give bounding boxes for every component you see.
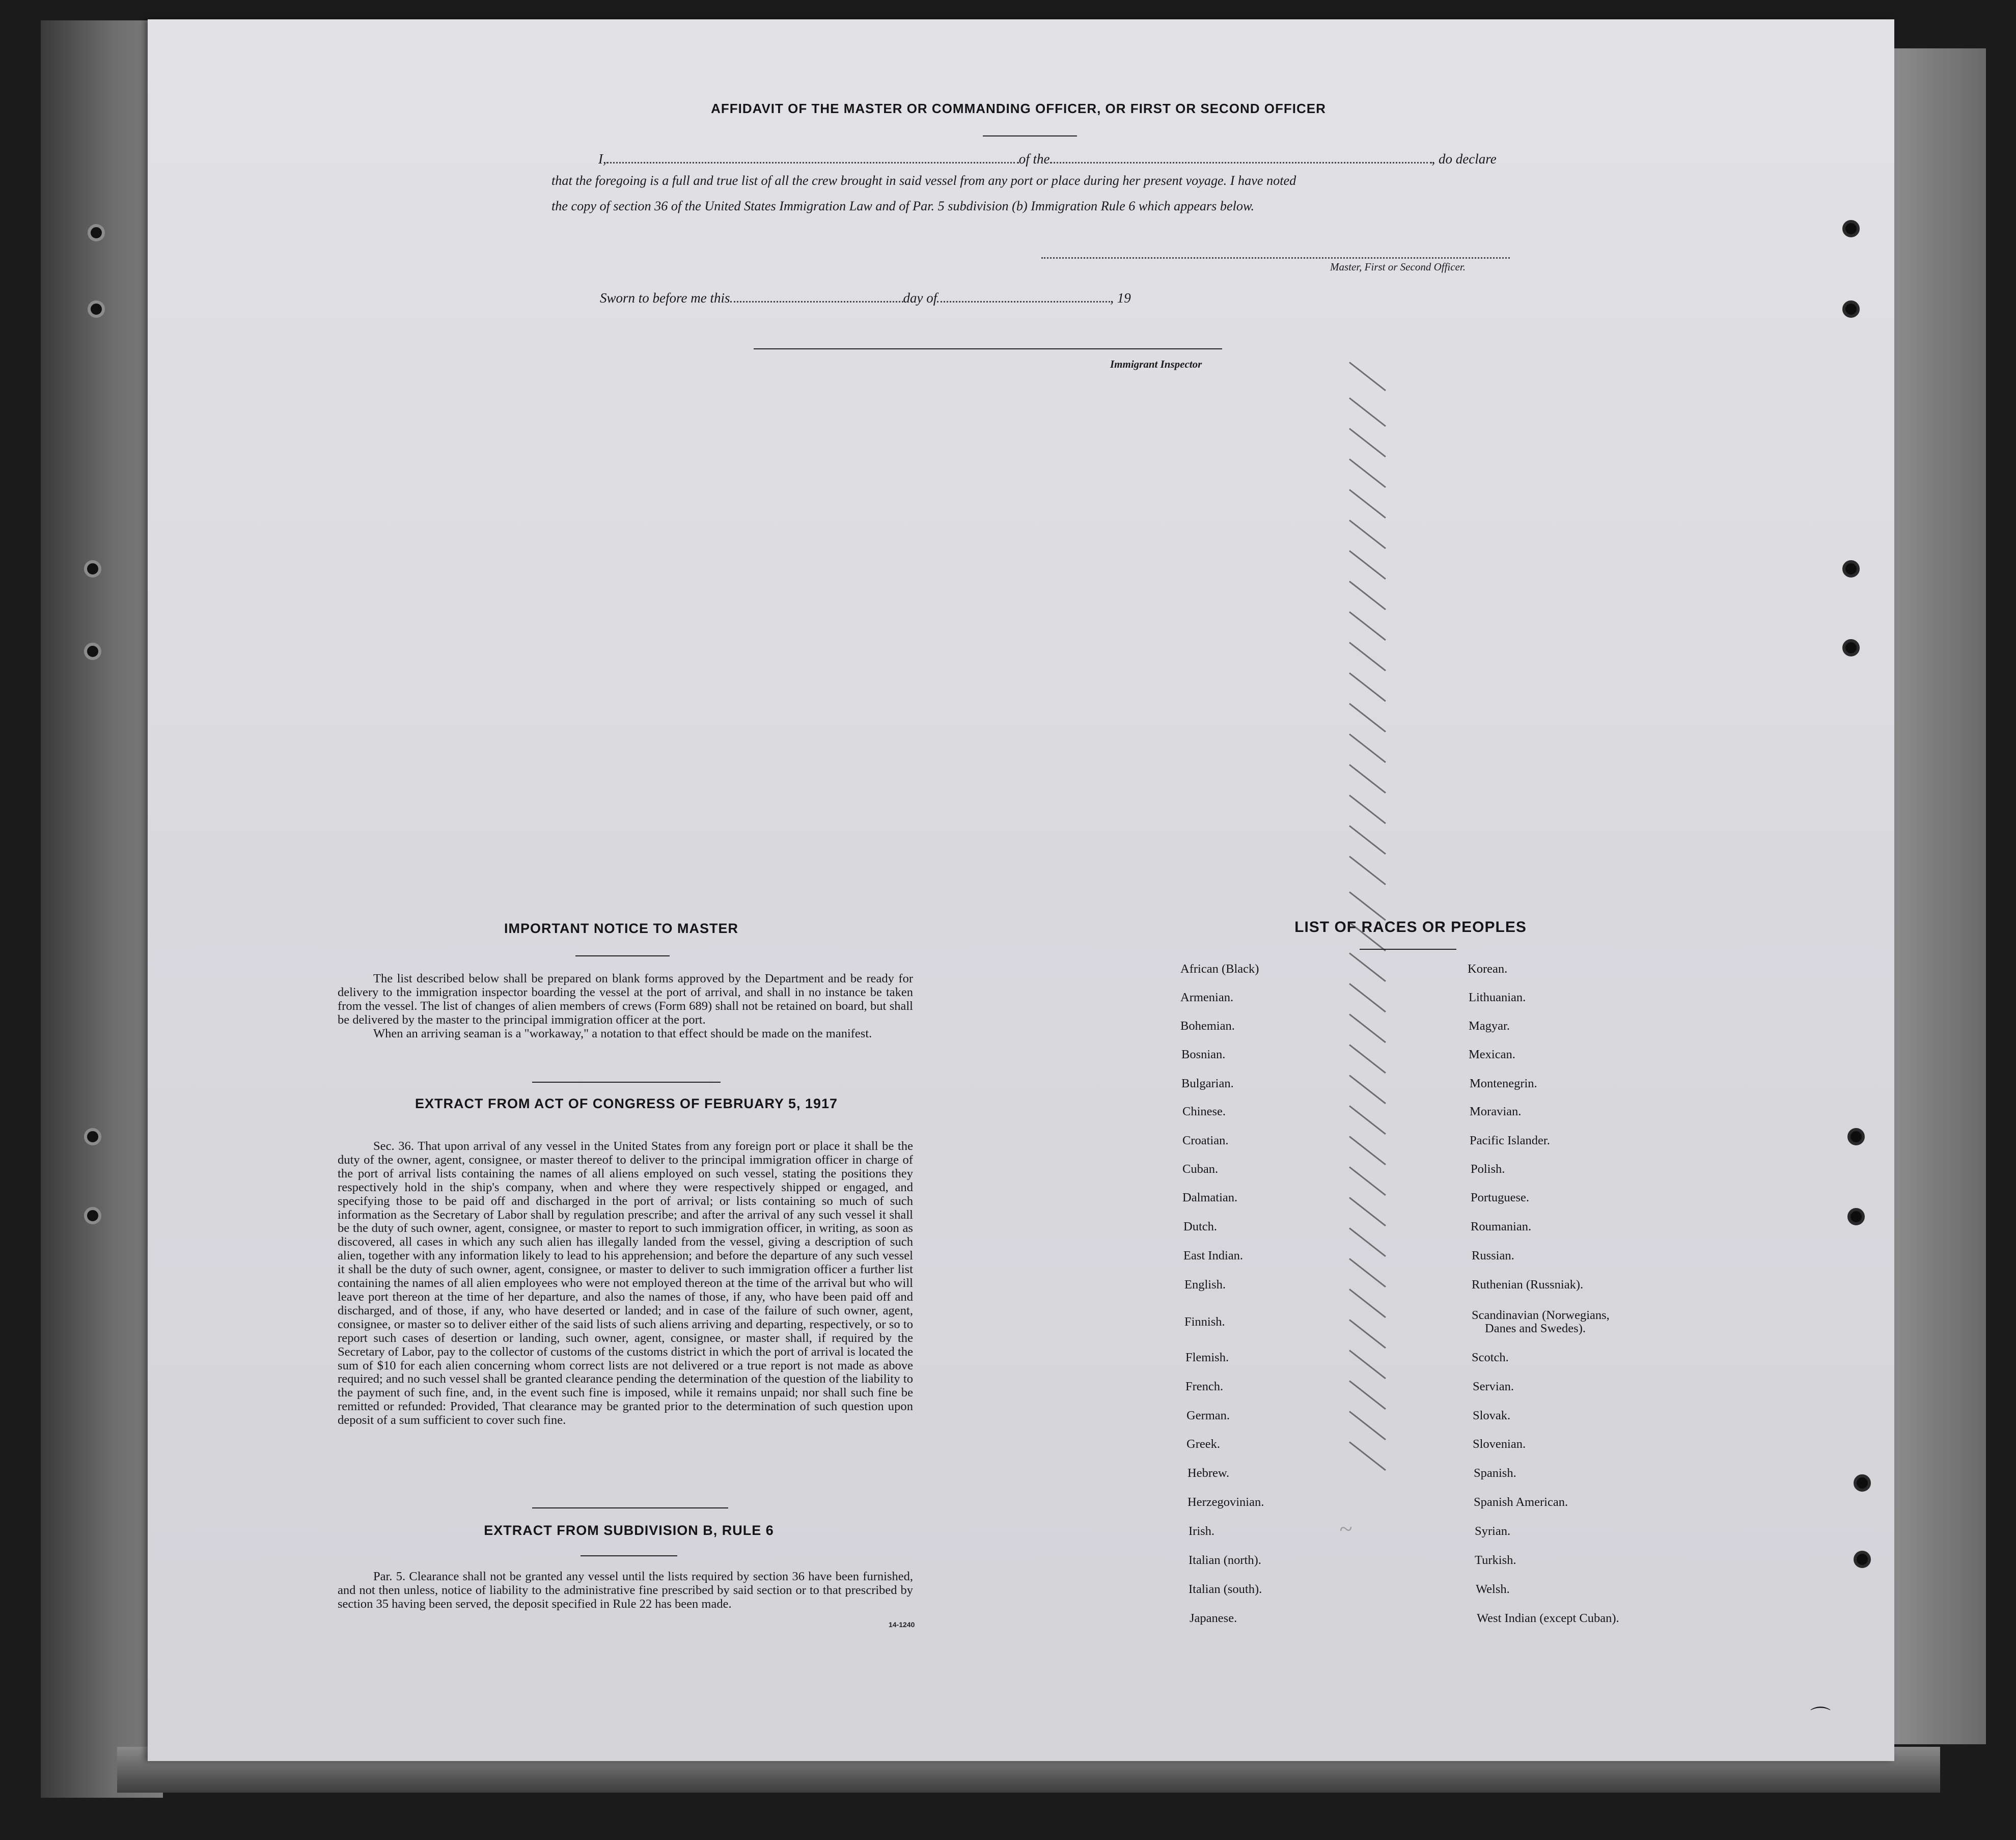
master-caption: Master, First or Second Officer.	[1330, 261, 1466, 273]
binder-hole	[84, 1207, 101, 1224]
notice-paragraph-2: When an arriving seaman is a "workaway," a notation to that effect should be made on the manifest.	[373, 1027, 872, 1040]
race-item: Hebrew.	[1187, 1466, 1230, 1480]
race-item: Italian (north).	[1189, 1553, 1261, 1567]
section-divider	[532, 1507, 728, 1508]
binder-hole	[1847, 1128, 1865, 1145]
race-item: Bulgarian.	[1181, 1077, 1234, 1090]
section-36-text: Sec. 36. That upon arrival of any vessel in the United States from any foreign port or place it shall be the duty of the owner, agent, consignee, or master thereof to deliver to the principal immigration officer in charge of the port of arrival lists containing the names of all aliens employed on such vessel, stating the positions they respectively hold in the ship's company, when and where they were respectively shipped or engaged, and specifying those to be paid off and discharged in the port of arrival; or lists containing so much of such information as the Secretary of Labor shall by regulation prescribe; and after the arrival of any such vessel it shall be the duty of such owner, agent, consignee, or master to report to such immigration officer, in writing, as soon as discovered, all cases in which any such alien has illegally landed from the vessel, giving a description of such alien, together with any information likely to lead to his apprehension; and before the departure of any such vessel it shall be the duty of such owner, agent, consignee, or master to deliver to such immigration officer a further list containing the names of all alien employees who were not employed thereon at the time of the arrival but who will leave port thereon at the time of her departure, and also the names of those, if any, who have been paid off and discharged, and of those, if any, who have deserted or landed; and in case of the failure of such owner, agent, consignee, or master so to deliver either of the said lists of such aliens arriving and departing, respectively, or so to report such cases of desertion or landing, such owner, agent, consignee, or master shall, if required by the Secretary of Labor, pay to the collector of customs of the customs district in which the port of arrival is located the sum of $10 for each alien concerning whom correct lists are not delivered or a true report is not made as above required; and no such vessel shall be granted clearance pending the determination of the question of the liability to the payment of such fine, and, in the event such fine is imposed, while it remains unpaid; nor shall such fine be remitted or refunded: Provided, That clearance may be granted prior to the determination of such question upon deposit of a sum sufficient to cover such fine.	[338, 1139, 913, 1427]
race-item: Roumanian.	[1471, 1220, 1532, 1233]
race-item: Flemish.	[1185, 1351, 1229, 1364]
race-item: Mexican.	[1469, 1048, 1515, 1061]
race-item: Servian.	[1473, 1380, 1514, 1393]
vessel-prefix: of the	[1018, 151, 1050, 167]
form-number: 14-1240	[889, 1621, 915, 1629]
vessel-name-field[interactable]	[1050, 152, 1432, 163]
race-item: Magyar.	[1469, 1019, 1510, 1033]
race-item: West Indian (except Cuban).	[1477, 1611, 1619, 1625]
race-item: East Indian.	[1183, 1249, 1244, 1262]
rule-divider	[581, 1555, 677, 1556]
act-extract-title: EXTRACT FROM ACT OF CONGRESS OF FEBRUARY 5, 1917	[415, 1096, 838, 1111]
sworn-year: , 19	[1110, 290, 1131, 306]
sworn-day-field[interactable]	[730, 291, 903, 303]
race-item: Bohemian.	[1180, 1019, 1235, 1033]
binder-hole	[84, 560, 101, 578]
affidavit-line-3: the copy of section 36 of the United States Immigration Law and of Par. 5 subdivision (b) Immigration Rule 6 which appears below.	[551, 199, 1255, 213]
race-item: Herzegovinian.	[1187, 1495, 1264, 1509]
race-item: Greek.	[1186, 1437, 1220, 1451]
binder-hole	[84, 1128, 101, 1145]
inspector-caption: Immigrant Inspector	[1110, 358, 1202, 370]
race-item: Turkish.	[1475, 1553, 1516, 1567]
act-extract-body	[338, 1140, 913, 1427]
race-item: Portuguese.	[1471, 1191, 1529, 1204]
race-item: Armenian.	[1180, 991, 1234, 1004]
races-title: LIST OF RACES OR PEOPLES	[1294, 919, 1527, 936]
binder-hole	[84, 643, 101, 660]
affidavit-line-1	[598, 151, 1497, 167]
sworn-month-field[interactable]	[937, 291, 1110, 303]
affidavit-title: AFFIDAVIT OF THE MASTER OR COMMANDING OFFICER, OR FIRST OR SECOND OFFICER	[711, 101, 1326, 116]
faint-handwriting: ~	[1339, 1516, 1352, 1542]
race-item: Bosnian.	[1181, 1048, 1226, 1061]
declarant-name-field[interactable]	[606, 152, 1019, 163]
binder-hole	[1854, 1551, 1871, 1568]
binder-hole	[1847, 1208, 1865, 1225]
sworn-prefix: Sworn to before me this	[600, 290, 730, 306]
binder-hole	[1842, 300, 1860, 318]
section-divider	[532, 1082, 721, 1083]
notice-paragraph-1: The list described below shall be prepared on blank forms approved by the Department and be ready for delivery to the immigration inspector boarding the vessel at the port of arrival, and shall in no instance be taken from the vessel. The list of changes of alien members of crews (Form 689) shall not be retained on board, but shall be delivered by the master to the principal immigration officer at the port.	[338, 972, 913, 1027]
race-item: Montenegrin.	[1470, 1077, 1537, 1090]
affidavit-line-2: that the foregoing is a full and true list of all the crew brought in said vessel from any port or place during her present voyage. I have noted	[551, 173, 1296, 188]
title-divider	[983, 135, 1077, 136]
race-item: Dutch.	[1183, 1220, 1217, 1233]
race-item: Italian (south).	[1189, 1582, 1262, 1596]
race-item: Croatian.	[1182, 1134, 1229, 1147]
binder-hole	[1842, 560, 1860, 578]
declare-suffix: , do declare	[1431, 151, 1497, 167]
sworn-line	[600, 290, 1131, 306]
race-item: English.	[1184, 1278, 1226, 1292]
race-item: Scotch.	[1472, 1351, 1509, 1364]
race-item: Japanese.	[1190, 1611, 1237, 1625]
race-item: Chinese.	[1182, 1105, 1226, 1118]
race-item: Welsh.	[1476, 1582, 1510, 1596]
race-item: Syrian.	[1475, 1524, 1511, 1538]
race-item: African (Black)	[1180, 962, 1259, 976]
notice-divider	[575, 955, 670, 956]
master-signature-line[interactable]	[1041, 257, 1510, 260]
rule-extract-title: EXTRACT FROM SUBDIVISION B, RULE 6	[484, 1523, 774, 1538]
race-item: Ruthenian (Russniak).	[1472, 1278, 1584, 1292]
race-item: Pacific Islander.	[1470, 1134, 1550, 1147]
races-divider	[1360, 949, 1456, 950]
race-item: Spanish American.	[1474, 1495, 1568, 1509]
race-item: Cuban.	[1182, 1162, 1219, 1176]
race-item: Spanish.	[1474, 1466, 1516, 1480]
race-item: Danes and Swedes).	[1485, 1322, 1586, 1335]
binder-hole	[1842, 220, 1860, 237]
race-item: German.	[1186, 1409, 1230, 1422]
notice-body	[338, 972, 913, 1040]
race-item: Slovenian.	[1473, 1437, 1526, 1451]
binder-hole	[1854, 1474, 1871, 1492]
binder-hole	[88, 300, 105, 318]
declarant-prefix: I,	[598, 151, 606, 167]
race-item: Finnish.	[1184, 1315, 1225, 1329]
inspector-signature-line[interactable]	[754, 348, 1222, 349]
race-item: French.	[1185, 1380, 1224, 1393]
race-item: Slovak.	[1473, 1409, 1511, 1422]
race-item: Polish.	[1471, 1162, 1505, 1176]
rule-extract-body	[338, 1570, 913, 1611]
race-item: Russian.	[1472, 1249, 1514, 1262]
sworn-day-label: day of	[903, 290, 937, 306]
handwritten-tick-marks	[1344, 351, 1446, 1548]
par-5-text: Par. 5. Clearance shall not be granted any vessel until the lists required by section 36 have been furnished, and not then unless, notice of liability to the administrative fine prescribed by said section or to that prescribed by section 35 having been served, the deposit specified in Rule 22 has been made.	[338, 1570, 913, 1611]
manifest-page	[148, 19, 1894, 1761]
race-item: Irish.	[1189, 1524, 1215, 1538]
race-item: Moravian.	[1470, 1105, 1522, 1118]
binder-hole	[1842, 639, 1860, 656]
race-item: Scandinavian (Norwegians,	[1472, 1308, 1610, 1322]
race-item: Lithuanian.	[1469, 991, 1526, 1004]
underlying-pages-left	[41, 20, 163, 1798]
race-item: Korean.	[1468, 962, 1508, 976]
notice-title: IMPORTANT NOTICE TO MASTER	[504, 921, 738, 936]
race-item: Dalmatian.	[1182, 1191, 1238, 1204]
corner-check-mark: ⌒	[1810, 1706, 1831, 1729]
binder-hole	[88, 224, 105, 241]
